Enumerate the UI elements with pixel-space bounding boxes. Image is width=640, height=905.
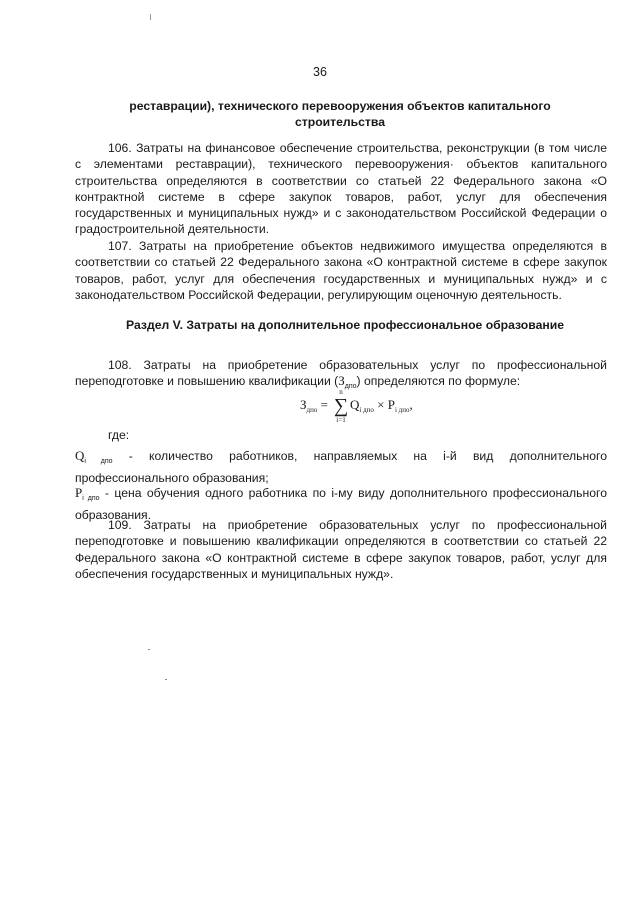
paragraph-106: 106. Затраты на финансовое обеспечение строительства, реконструкции (в том числе с элементами реставрации), технического перевооружения· объектов капитального строительства определяются в соответствии со статьей 22 Федерального закона «О контрактной системе в сфере закупок товаров, работ, услуг для обеспечения государственных и муниципальных нужд» и с законодательством Российской Федерации о градостроительной деятельности.	[75, 141, 607, 237]
formula-equals: =	[320, 397, 328, 412]
formula-end: ,	[409, 397, 413, 412]
paragraph-108-text-after: ) определяются по формуле:	[356, 374, 521, 389]
summation-upper-limit: n	[339, 388, 343, 396]
paragraph-107: 107. Затраты на приобретение объектов недвижимого имущества определяются в соответствии со статьей 22 Федерального закона «О контрактной системе в сфере закупок товаров, работ, услуг для обеспечения государственных и муниципальных нужд» и с законодательством Российской Федерации, регулирующим оценочную деятельность.	[75, 239, 607, 302]
where-label: где:	[108, 428, 130, 442]
paragraph-109: 109. Затраты на приобретение образовательных услуг по профессиональной переподготовке и повышению квалификации определяются в соответствии со статьей 22 Федерального закона «О контрактной системе в сфере закупок товаров, работ, услуг для обеспечения государственных и муниципальных нужд».	[75, 518, 607, 581]
cost-formula	[300, 386, 500, 436]
cost-symbol-subscript: дпо	[344, 383, 357, 391]
formula-lhs-symbol: З	[300, 397, 307, 412]
formula-times: ×	[377, 397, 385, 412]
page-number: 36	[313, 65, 327, 79]
summation-lower-limit: i=1	[336, 416, 346, 424]
def-p-symbol: P	[75, 485, 83, 500]
def-p-subscript: i дпо	[82, 495, 100, 502]
def-q-subscript: i дпо	[84, 458, 113, 465]
formula-q-subscript: i дпо	[359, 406, 374, 414]
formula-p: P	[387, 397, 395, 412]
formula-lhs-subscript: дпо	[306, 406, 318, 414]
formula-lhs	[300, 397, 328, 418]
formula-q: Q	[350, 397, 360, 412]
formula-rhs	[350, 397, 413, 418]
formula-p-subscript: i дпо	[394, 406, 410, 414]
definition-q	[75, 448, 607, 487]
cost-symbol: З	[338, 373, 345, 389]
summation-sign: ∑	[333, 395, 349, 417]
def-p-text: - цена обучения одного работника по i-му виду дополнительного профессионального образования.	[75, 486, 607, 523]
heading-continuation: реставрации), технического перевооружения объектов капитального строительства	[129, 99, 551, 129]
def-q-text: - количество работников, направляемых на i-й вид дополнительного профессионального образования;	[75, 449, 607, 486]
def-q-symbol: Q	[75, 448, 85, 463]
scan-mark	[165, 679, 167, 680]
summation	[333, 388, 349, 424]
scan-mark	[148, 649, 150, 650]
scan-mark	[150, 14, 151, 20]
section-title: Раздел V. Затраты на дополнительное профессиональное образование	[126, 318, 564, 332]
paragraph-108-text-before: 108. Затраты на приобретение образовательных услуг по профессиональной переподготовке и повышению квалификации (	[75, 358, 607, 389]
